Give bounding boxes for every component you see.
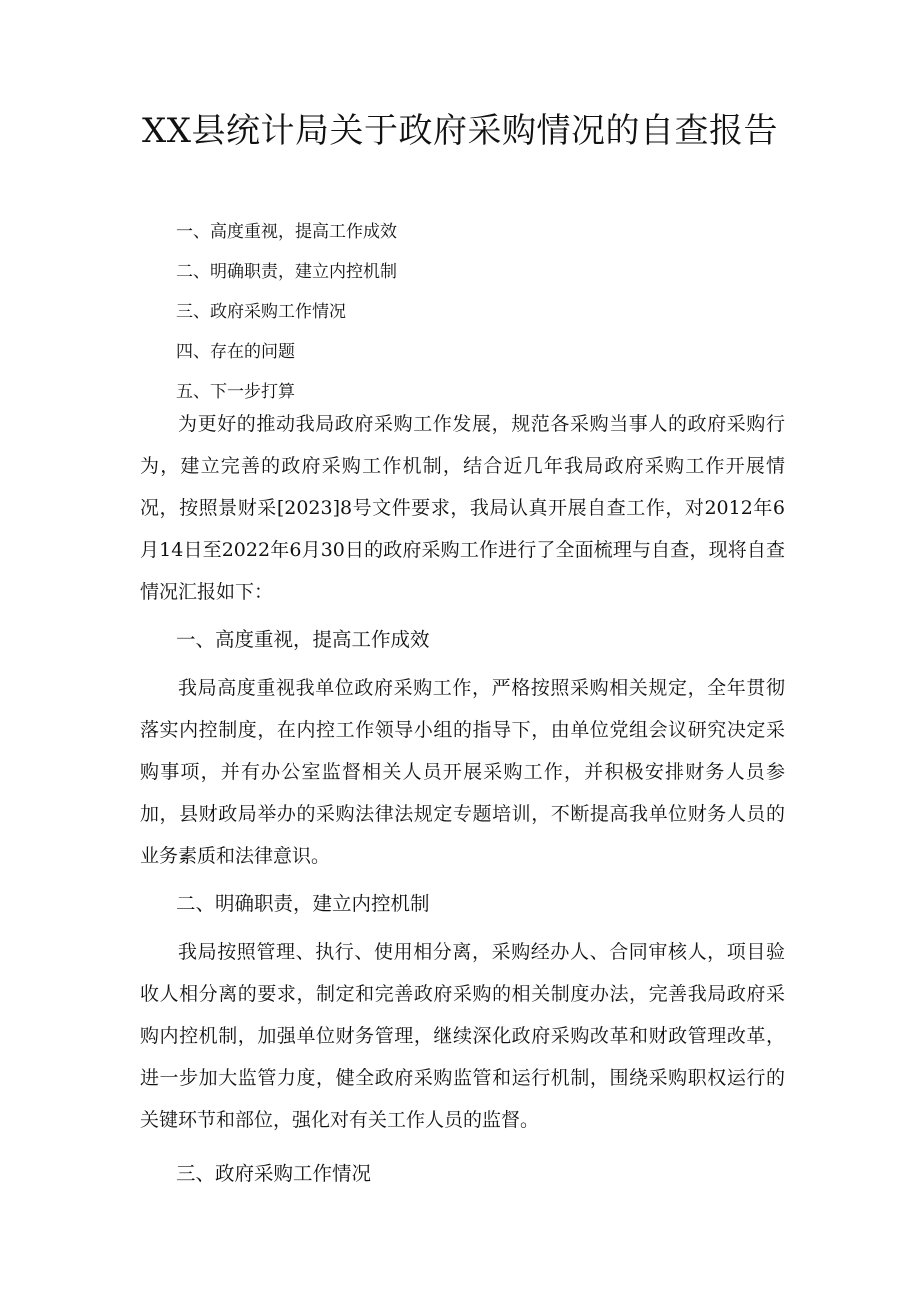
toc-item: 四、存在的问题 bbox=[176, 342, 295, 362]
section-heading: 二、明确职责，建立内控机制 bbox=[176, 892, 430, 915]
toc-item: 二、明确职责，建立内控机制 bbox=[176, 262, 397, 282]
intro-paragraph: 为更好的推动我局政府采购工作发展，规范各采购当事人的政府采购行为，建立完善的政府采购工作机制，结合近几年我局政府采购工作开展情况，按照景财采[2023]8号文件要求，我局认真开展自查工作，对2012年6月14日至2022年6月30日的政府采购工作进行了全面梳理与自查，现将自查情况汇报如下： bbox=[140, 413, 785, 603]
toc-item: 五、下一步打算 bbox=[176, 382, 295, 402]
document-body bbox=[140, 403, 785, 1197]
section-heading: 三、政府采购工作情况 bbox=[176, 1162, 372, 1185]
section-heading: 一、高度重视，提高工作成效 bbox=[176, 628, 430, 651]
table-of-contents bbox=[176, 212, 397, 412]
toc-item: 一、高度重视，提高工作成效 bbox=[176, 222, 397, 242]
toc-item: 三、政府采购工作情况 bbox=[176, 302, 346, 322]
document-title: XX县统计局关于政府采购情况的自查报告 bbox=[142, 111, 778, 151]
section-paragraph: 我局按照管理、执行、使用相分离，采购经办人、合同审核人，项目验收人相分离的要求，制定和完善政府采购的相关制度办法，完善我局政府采购内控机制，加强单位财务管理，继续深化政府采购改革和财政管理改革，进一步加大监管力度，健全政府采购监管和运行机制，围绕采购职权运行的关键环节和部位，强化对有关工作人员的监督。 bbox=[140, 941, 785, 1131]
section-paragraph: 我局高度重视我单位政府采购工作，严格按照采购相关规定，全年贯彻落实内控制度，在内控工作领导小组的指导下，由单位党组会议研究决定采购事项，并有办公室监督相关人员开展采购工作，并积极安排财务人员参加，县财政局举办的采购法律法规定专题培训，不断提高我单位财务人员的业务素质和法律意识。 bbox=[140, 677, 785, 867]
